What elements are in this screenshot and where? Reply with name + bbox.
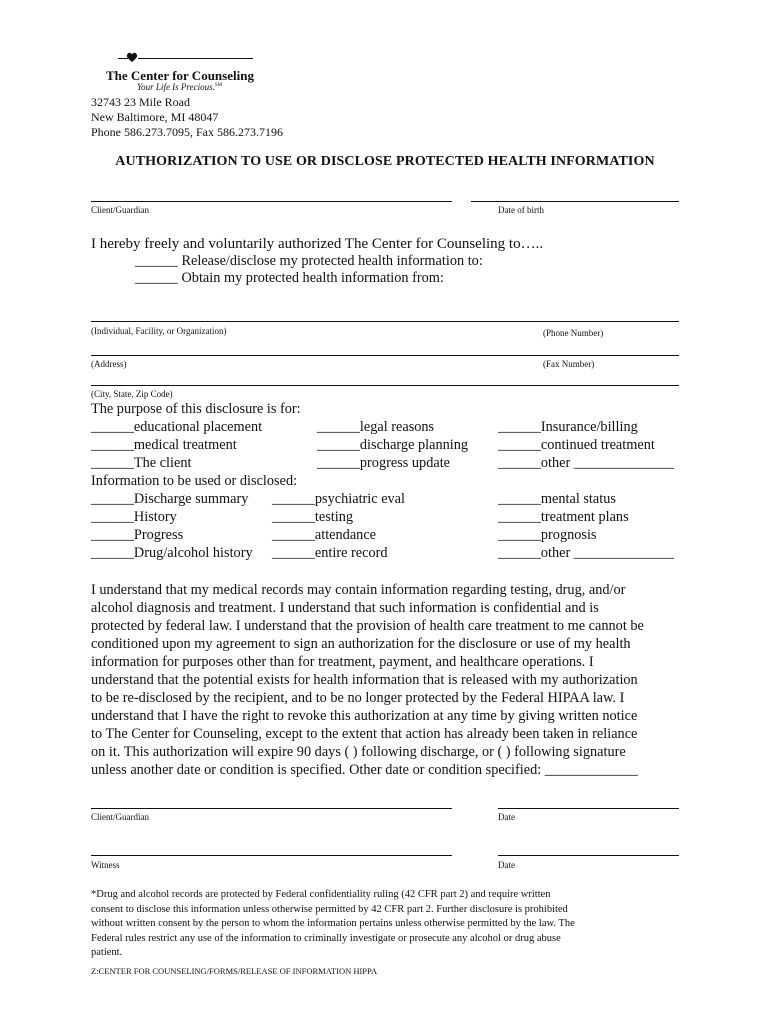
info-other[interactable]: ______other ______________ [498,545,674,561]
info-prognosis[interactable]: ______prognosis [498,527,597,543]
signature-client-guardian-label: Client/Guardian [91,812,149,822]
client-guardian-label: Client/Guardian [91,205,149,215]
phone-fax: Phone 586.273.7095, Fax 586.273.7196 [91,125,283,139]
paragraph-line: alcohol diagnosis and treatment. I understand that such information is confidential and is [91,600,599,616]
footnote-line: without written consent by the person to whom the information pertains unless otherwise permitted by the law. The [91,918,575,929]
information-heading: Information to be used or disclosed: [91,473,298,489]
footnote-line: consent to disclose this information unless otherwise permitted by 42 CFR part 2. Further disclosure is prohibited [91,903,568,915]
footnote-line: patient. [91,947,123,958]
purpose-legal-reasons[interactable]: ______legal reasons [317,419,435,435]
recipient-address-line[interactable] [91,355,679,356]
recipient-city-line[interactable] [91,385,679,386]
form-title: AUTHORIZATION TO USE OR DISCLOSE PROTECTED HEALTH INFORMATION [115,154,655,169]
witness-signature-line[interactable] [91,855,452,856]
paragraph-line: I understand that my medical records may contain information regarding testing, drug, and/or [91,582,626,598]
info-testing[interactable]: ______testing [272,509,354,525]
option-release[interactable]: ______ Release/disclose my protected health information to: [135,253,483,269]
client-signature-line[interactable] [91,808,452,809]
option-obtain[interactable]: ______ Obtain my protected health information from: [135,270,444,286]
recipient-name-line[interactable] [91,321,679,322]
org-name: The Center for Counseling [106,68,254,83]
paragraph-line: conditioned upon my agreement to sign an authorization for the disclosure or use of my health [91,636,631,652]
paragraph-line: understand that I have the right to revoke this authorization at any time by giving written notice [91,708,638,724]
purpose-insurance-billing[interactable]: ______Insurance/billing [498,419,638,435]
tagline [137,82,222,92]
info-history[interactable]: ______History [91,509,177,525]
intro-statement: I hereby freely and voluntarily authorized The Center for Counseling to….. [91,236,544,252]
file-path: Z:CENTER FOR COUNSELING/FORMS/RELEASE OF INFORMATION HIPPA [91,966,378,976]
witness-date-line[interactable] [498,855,679,856]
city-state-zip-label: (City, State, Zip Code) [91,389,173,399]
paragraph-line: information for purposes other than for treatment, payment, and healthcare operations. I [91,654,594,670]
date-of-birth-label: Date of birth [498,205,544,215]
purpose-the-client[interactable]: ______The client [91,455,192,471]
address-line-2: New Baltimore, MI 48047 [91,110,219,124]
paragraph-line: protected by federal law. I understand that the provision of health care treatment to me cannot be [91,618,644,634]
info-attendance[interactable]: ______attendance [272,527,377,543]
info-drug-alcohol-history[interactable]: ______Drug/alcohol history [91,545,253,561]
info-treatment-plans[interactable]: ______treatment plans [498,509,629,525]
date-of-birth-line[interactable] [471,201,679,202]
client-signature-date-line[interactable] [498,808,679,809]
heart-logo-icon [126,51,138,63]
info-psychiatric-eval[interactable]: ______psychiatric eval [272,491,406,507]
purpose-medical-treatment[interactable]: ______medical treatment [91,437,237,453]
paragraph-line: on it. This authorization will expire 90 days ( ) following discharge, or ( ) following signature [91,744,626,760]
paragraph-line: understand that the potential exists for health information that is released with my authorization [91,672,638,688]
footnote-line: Federal rules restrict any use of the information to criminally investigate or prosecute any alcohol or drug abuse [91,932,561,944]
paragraph-line: unless another date or condition is specified. Other date or condition specified: _____________ [91,762,638,778]
purpose-discharge-planning[interactable]: ______discharge planning [317,437,469,453]
footnote [91,888,691,961]
info-entire-record[interactable]: ______entire record [272,545,388,561]
info-discharge-summary[interactable]: ______Discharge summary [91,491,249,507]
purpose-other[interactable]: ______other ______________ [498,455,674,471]
consent-paragraph [91,581,691,779]
tagline-service-mark: SM [214,83,223,88]
purpose-continued-treatment[interactable]: ______continued treatment [498,437,655,453]
purpose-heading: The purpose of this disclosure is for: [91,401,301,417]
purpose-progress-update[interactable]: ______progress update [317,455,451,471]
address-line-1: 32743 23 Mile Road [91,95,190,109]
phone-number-label: (Phone Number) [543,328,604,338]
info-progress[interactable]: ______Progress [91,527,184,543]
witness-date-label: Date [498,860,515,870]
address-label: (Address) [91,359,127,369]
paragraph-line: to be re-disclosed by the recipient, and to be no longer protected by the Federal HIPAA law. I [91,690,625,706]
logo-rule-right [138,58,253,59]
info-mental-status[interactable]: ______mental status [498,491,616,507]
purpose-educational-placement[interactable]: ______educational placement [91,419,263,435]
paragraph-line: to The Center for Counseling, except to the extent that action has already been taken in reliance [91,726,638,742]
witness-label: Witness [91,860,120,870]
individual-label: (Individual, Facility, or Organization) [91,326,227,336]
signature-date-label: Date [498,812,515,822]
footnote-line: *Drug and alcohol records are protected by Federal confidentiality ruling (42 CFR part 2) and require written [91,889,551,900]
tagline-text: Your Life Is Precious. [137,82,215,92]
client-guardian-line[interactable] [91,201,452,202]
fax-number-label: (Fax Number) [543,359,595,369]
